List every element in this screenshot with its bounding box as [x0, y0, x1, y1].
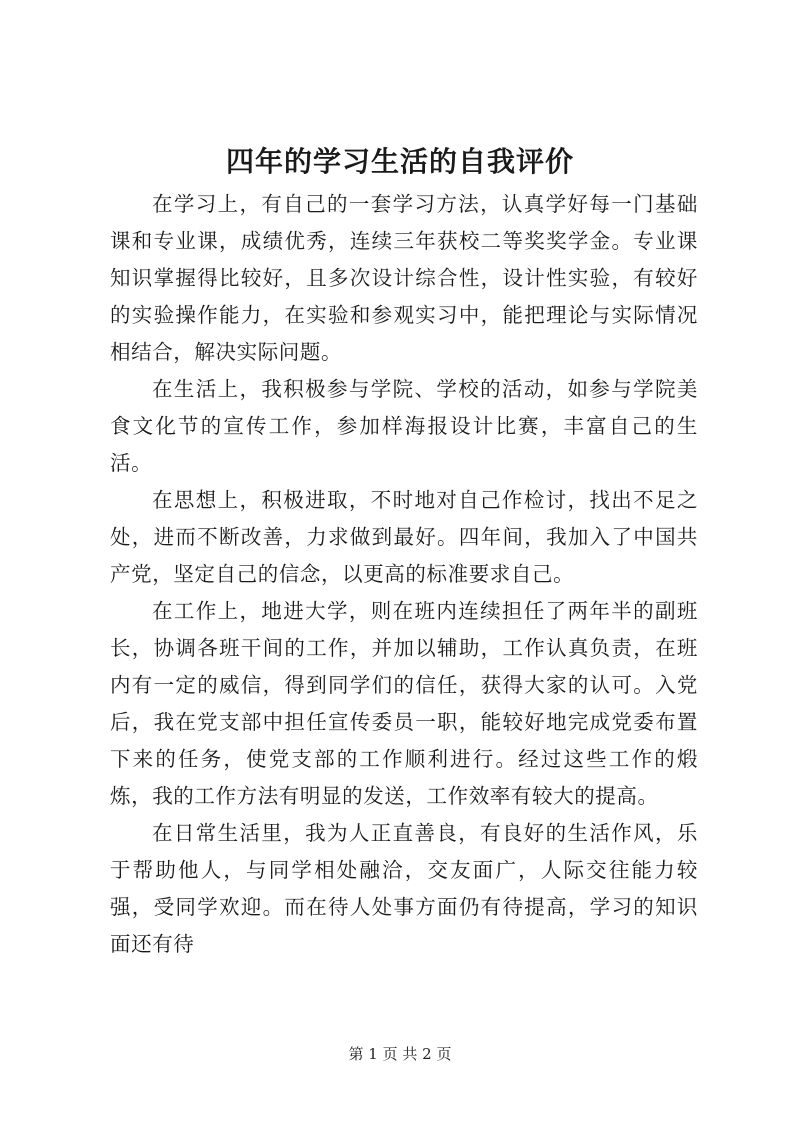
paragraph-life: 在生活上，我积极参与学院、学校的活动，如参与学院美食文化节的宣传工作，参加样海报设计比赛，丰富自己的生活。 [110, 377, 698, 475]
paragraph-work: 在工作上，地进大学，则在班内连续担任了两年半的副班长，协调各班干间的工作，并加以辅助，工作认真负责，在班内有一定的威信，得到同学们的信任，获得大家的认可。入党后，我在党支部中担任宣传委员一职，能较好地完成党委布置下来的任务，使党支部的工作顺利进行。经过这些工作的煅炼，我的工作方法有明显的发送，工作效率有较大的提高。 [110, 599, 698, 808]
document-body [110, 186, 698, 963]
document-title: 四年的学习生活的自我评价 [225, 145, 574, 178]
paragraph-daily-life: 在日常生活里，我为人正直善良，有良好的生活作风，乐于帮助他人，与同学相处融洽，交友面广，人际交往能力较强，受同学欢迎。而在待人处事方面仍有待提高，学习的知识面还有待 [110, 821, 698, 956]
paragraph-study: 在学习上，有自己的一套学习方法，认真学好每一门基础课和专业课，成绩优秀，连续三年获校二等奖奖学金。专业课知识掌握得比较好，且多次设计综合性，设计性实验，有较好的实验操作能力，在实验和参观实习中，能把理论与实际情况相结合，解决实际问题。 [110, 192, 698, 364]
paragraph-thought: 在思想上，积极进取，不时地对自己作检讨，找出不足之处，进而不断改善，力求做到最好。四年间，我加入了中国共产党，坚定自己的信念，以更高的标准要求自己。 [110, 488, 698, 586]
page-footer [0, 1043, 800, 1064]
page-number-label: 第 1 页 共 2 页 [348, 1045, 452, 1063]
